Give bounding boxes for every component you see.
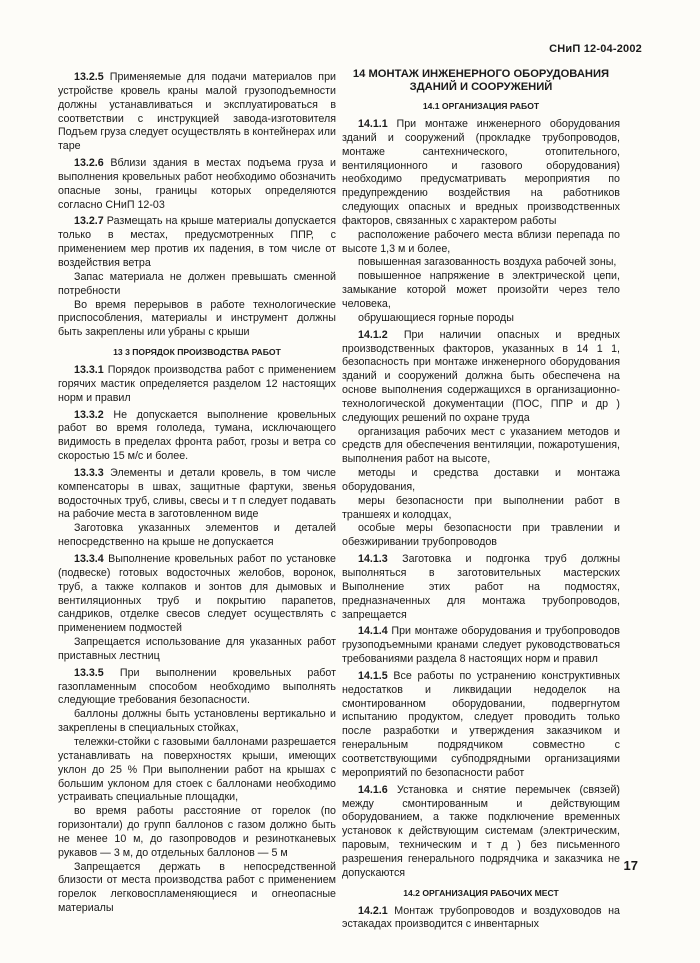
clause-number: 13.3.1: [74, 364, 104, 377]
paragraph-text: Установка и снятие перемычек (связей) между смонтированным и действующим оборудованием, а также подключение временных установок к действующим системам (электрическим, паровым, техническим и т д ) без письменного разрешения генерального подрядчика и заказчика не допускаются: [342, 783, 620, 879]
clause-paragraph: [58, 215, 336, 270]
clause-paragraph: [58, 364, 336, 406]
paragraph-text: Не допускается выполнение кровельных работ во время гололеда, тумана, исключающего видимость в пределах фронта работ, грозы и ветра со скоростью 15 м/с и более.: [58, 408, 336, 463]
paragraph: [58, 736, 336, 805]
paragraph-text: Во время перерывов в работе технологические приспособления, материалы и инструмент должны быть закреплены или убраны с крыши: [58, 298, 336, 339]
paragraph-text: повышенное напряжение в электрической цепи, замыкание которой может произойти через тело человека,: [342, 270, 620, 310]
paragraph-text: особые меры безопасности при травлении и обезжиривании трубопроводов: [342, 522, 620, 549]
clause-number: 13.3.3: [74, 466, 104, 479]
paragraph-text: Вблизи здания в местах подъема груза и выполнения кровельных работ необходимо обозначить опасные зоны, границы которых определяются согласно СНиП 12-03: [58, 157, 336, 211]
clause-paragraph: [58, 553, 336, 636]
paragraph-text: организация рабочих мест с указанием методов и средств для обеспечения вентиляции, пожаротушения, выполнения работ на высоте,: [342, 425, 620, 466]
paragraph: [58, 708, 336, 736]
page-number: 17: [623, 858, 638, 873]
paragraph-text: Порядок производства работ с применением горячих мастик определяется разделом 12 настоящих норм и правил: [58, 364, 336, 404]
paragraph-text: повышенная загазованность воздуха рабочей зоны,: [358, 256, 617, 269]
paragraph: [342, 467, 620, 495]
paragraph-text: При наличии опасных и вредных производственных факторов, указанных в 14 1 1, безопасность при монтаже инженерного оборудования зданий и сооружений должна быть обеспечена на основе выполнения содержащихся в организационно-технологической документации (ПОС, ППР и др ) следующих решений по охране труда: [342, 328, 620, 424]
clause-number: 13.3.4: [74, 553, 104, 565]
paragraph: [58, 522, 336, 550]
clause-number: 13.2.5: [74, 71, 104, 83]
paragraph: [342, 270, 620, 312]
paragraph: [58, 861, 336, 916]
paragraph: [342, 312, 620, 326]
subsection-title-13-3: 13 3 ПОРЯДОК ПРОИЗВОДСТВА РАБОТ: [113, 347, 281, 358]
paragraph-text: Запас материала не должен превышать сменной потребности: [58, 270, 336, 297]
paragraph-text: тележки-стойки с газовыми баллонами разрешается устанавливать на поверхностях крыши, имеющих уклон до 25 % При выполнении работ на крышах с большим уклоном для стоек с баллонами необходимо устраивать специальные площадки,: [58, 735, 336, 804]
right-column: [342, 66, 620, 932]
clause-number: 14.1.2: [358, 328, 388, 341]
clause-paragraph: [58, 467, 336, 522]
document-code: СНиП 12-04-2002: [549, 43, 642, 55]
paragraph: [58, 636, 336, 664]
paragraph: [58, 299, 336, 341]
paragraph-text: Выполнение кровельных работ по установке (подвеске) готовых водосточных желобов, воронок, труб, а также колпаков и зонтов для дымовых и вентиляционных труб и покрытию парапетов, сандриков, отделке свесов следует осуществлять с применением подмостей: [58, 553, 336, 635]
paragraph-text: Элементы и детали кровель, в том числе компенсаторы в швах, защитные фартуки, звенья водосточных труб, сливы, свесы и т п следует подавать на рабочие места в заготовленном виде: [58, 466, 336, 521]
clause-paragraph: [58, 71, 336, 154]
clause-number: 14.1.4: [358, 625, 388, 638]
paragraph-text: Монтаж трубопроводов и воздуховодов на эстакадах производится с инвентарных: [342, 904, 620, 931]
clause-number: 13.3.5: [74, 666, 104, 679]
clause-number: 13.2.6: [74, 157, 104, 170]
clause-number: 14.2.1: [358, 904, 388, 917]
clause-number: 13.3.2: [74, 408, 104, 421]
clause-paragraph: [58, 157, 336, 212]
clause-paragraph: [58, 409, 336, 464]
paragraph-text: Все работы по устранению конструктивных недостатков и ликвидации недоделок на смонтированном оборудовании, подвергнутом испытанию продуктом, следует проводить только после разработки и утверждения заказчиком и генеральным подрядчиком совместно с соответствующими субподрядными организациями мероприятий по безопасности работ: [342, 669, 620, 779]
paragraph-text: методы и средства доставки и монтажа оборудования,: [342, 467, 620, 493]
clause-number: 14.1.1: [358, 118, 388, 130]
paragraph-text: При выполнении кровельных работ газопламенным способом необходимо выполнять следующие требования безопасности.: [58, 666, 336, 707]
clause-paragraph: [342, 905, 620, 933]
paragraph: [342, 229, 620, 257]
paragraph-text: Размещать на крыше материалы допускается только в местах, предусмотренных ППР, с применением мер против их падения, в том числе от воздействия ветра: [58, 215, 336, 269]
paragraph: [342, 522, 620, 550]
paragraph-text: баллоны должны быть установлены вертикально и закреплены в специальных стойках,: [58, 708, 336, 735]
paragraph-text: Запрещается использование для указанных работ приставных лестниц: [58, 636, 336, 662]
paragraph: [342, 495, 620, 523]
paragraph-text: Заготовка указанных элементов и деталей непосредственно на крыше не допускается: [58, 522, 336, 549]
clause-paragraph: [342, 118, 620, 229]
subsection-title-14-2: 14.2 ОРГАНИЗАЦИЯ РАБОЧИХ МЕСТ: [403, 887, 559, 898]
paragraph-text: во время работы расстояние от горелок (по горизонтали) до групп баллонов с газом должно быть не менее 10 м, до газопроводов и резинотканевых рукавов — 3 м, до отдельных баллонов — 5 м: [58, 805, 336, 859]
paragraph-text: При монтаже инженерного оборудования зданий и сооружений (прокладке трубопроводов, монтаже сантехнического, отопительного, вентиляционного и газового оборудования) необходимо предусматривать мероприятия по предупреждению воздействия на работников следующих опасных и вредных производственных факторов, связанных с характером работы: [342, 118, 620, 227]
clause-number: 14.1.5: [358, 669, 388, 682]
clause-number: 14.1.3: [358, 553, 388, 566]
clause-paragraph: [58, 667, 336, 709]
paragraph-text: При монтаже оборудования и трубопроводов грузоподъемными кранами следует руководствоваться требованиями раздела 8 настоящих норм и правил: [342, 625, 620, 666]
paragraph: [58, 805, 336, 860]
clause-paragraph: [342, 553, 620, 622]
paragraph: [342, 426, 620, 468]
section-title-14: 14 МОНТАЖ ИНЖЕНЕРНОГО ОБОРУДОВАНИЯ ЗДАНИЙ И СООРУЖЕНИЙ: [352, 68, 610, 93]
left-column: [58, 68, 336, 916]
clause-paragraph: [342, 784, 620, 881]
paragraph-text: обрушающиеся горные породы: [358, 311, 514, 324]
paragraph-text: Запрещается держать в непосредственной близости от места производства работ с применением горелок легковоспламеняющиеся и огнеопасные материалы: [58, 860, 336, 915]
clause-paragraph: [342, 625, 620, 667]
paragraph: [342, 256, 620, 270]
clause-paragraph: [342, 329, 620, 426]
clause-number: 14.1.6: [358, 783, 388, 796]
paragraph-text: расположение рабочего места вблизи перепада по высоте 1,3 м и более,: [342, 228, 620, 255]
clause-paragraph: [342, 670, 620, 781]
paragraph-text: меры безопасности при выполнении работ в траншеях и колодцах,: [342, 494, 620, 521]
subsection-title-14-1: 14.1 ОРГАНИЗАЦИЯ РАБОТ: [422, 101, 540, 111]
paragraph-text: Заготовка и подгонка труб должны выполняться в заготовительных мастерских Выполнение этих работ на подмостях, предназначенных для монтажа трубопроводов, запрещается: [342, 553, 620, 621]
paragraph: [58, 271, 336, 299]
clause-number: 13.2.7: [74, 215, 104, 228]
paragraph-text: Применяемые для подачи материалов при устройстве кровель краны малой грузоподъемности должны устанавливаться и эксплуатироваться в соответствии с инструкцией завода-изготовителя Подъем груза следует осуществлять в контейнерах или таре: [58, 71, 336, 153]
